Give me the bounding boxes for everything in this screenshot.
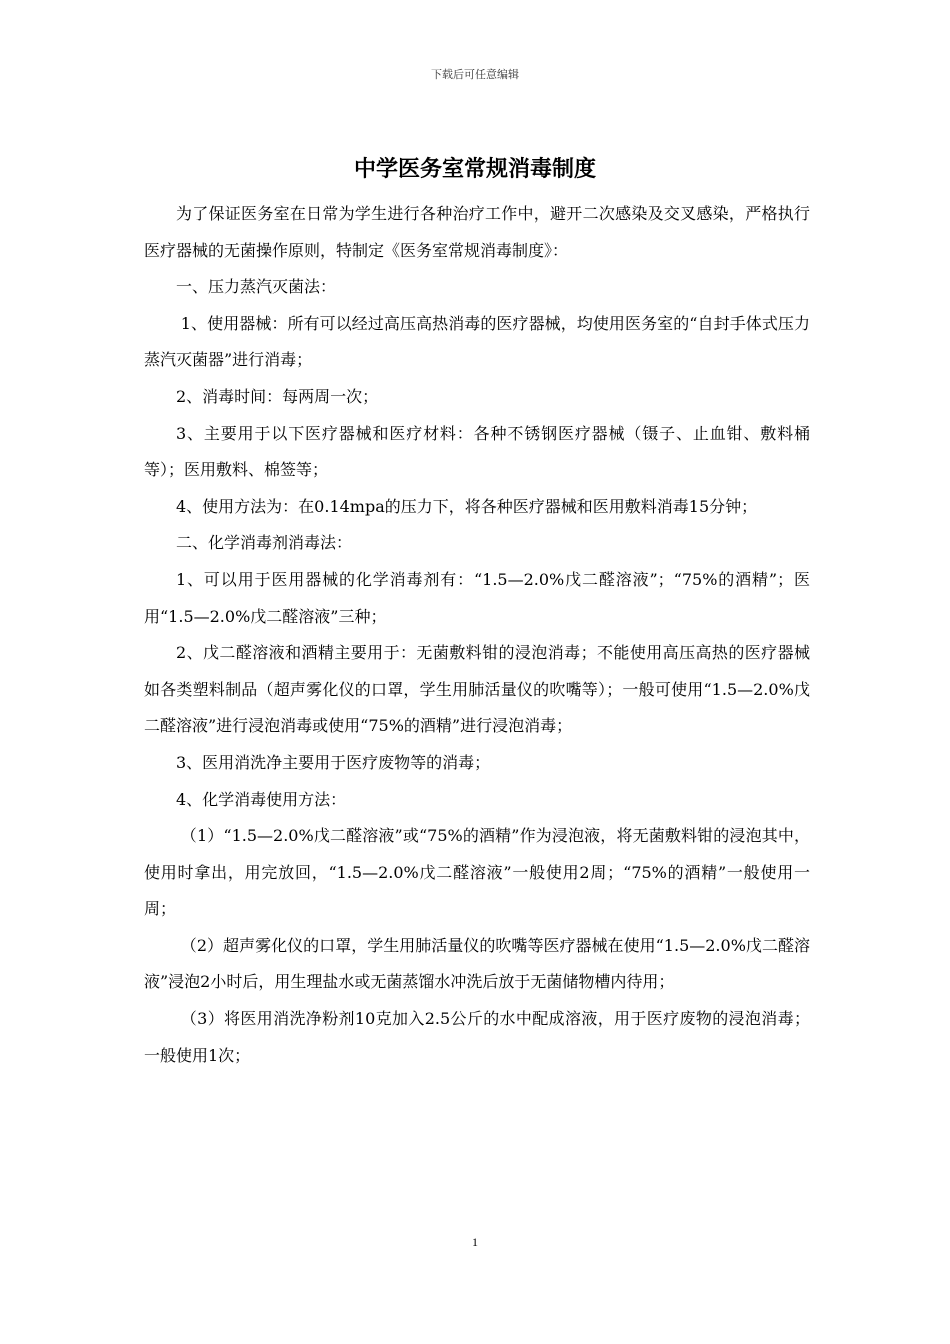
- section-heading-chemical: 二、化学消毒剂消毒法：: [176, 533, 353, 553]
- list-item: 4、使用方法为：在0.14mpa的压力下，将各种医疗器械和医用敷料消毒15分钟；: [176, 496, 758, 516]
- intro-paragraph: 为了保证医务室在日常为学生进行各种治疗工作中，避开二次感染及交叉感染，严格执行医疗器械的无菌操作原则，特制定《医务室常规消毒制度》：: [144, 204, 810, 260]
- list-item: 1、可以用于医用器械的化学消毒剂有：“1.5—2.0%戊二醛溶液”；“75%的酒精”；医用“1.5—2.0%戊二醛溶液”三种；: [144, 569, 810, 626]
- sub-list-item: （1）“1.5—2.0%戊二醛溶液”或“75%的酒精”作为浸泡液，将无菌敷料钳的浸泡其中，使用时拿出，用完放回，“1.5—2.0%戊二醛溶液”一般使用2周；“75%的酒精”一般使用一周；: [144, 826, 810, 919]
- list-item: 2、消毒时间：每两周一次；: [176, 386, 379, 406]
- list-item: 2、戊二醛溶液和酒精主要用于：无菌敷料钳的浸泡消毒；不能使用高压高热的医疗器械如各类塑料制品（超声雾化仪的口罩，学生用肺活量仪的吹嘴等）；一般可使用“1.5—2.0%戊二醛溶液”进行浸泡消毒或使用“75%的酒精”进行浸泡消毒；: [144, 643, 810, 736]
- page-number: 1: [472, 1235, 478, 1249]
- list-item: 3、医用消洗净主要用于医疗废物等的消毒；: [176, 752, 491, 772]
- document-body: [144, 196, 810, 1074]
- list-item: 4、化学消毒使用方法：: [176, 789, 347, 809]
- section-heading-pressure-steam: 一、压力蒸汽灭菌法：: [176, 277, 337, 297]
- page-header-note: 下载后可任意编辑: [431, 68, 519, 81]
- sub-list-item: （3）将医用消洗净粉剂10克加入2.5公斤的水中配成溶液，用于医疗废物的浸泡消毒；一般使用1次；: [144, 1009, 810, 1065]
- list-item: 1、使用器械：所有可以经过高压高热消毒的医疗器械，均使用医务室的“自封手体式压力蒸汽灭菌器”进行消毒；: [144, 313, 810, 370]
- list-item: 3、主要用于以下医疗器械和医疗材料：各种不锈钢医疗器械（镊子、止血钳、敷料桶等）；医用敷料、棉签等；: [144, 423, 810, 480]
- document-title: 中学医务室常规消毒制度: [353, 157, 596, 182]
- sub-list-item: （2）超声雾化仪的口罩，学生用肺活量仪的吹嘴等医疗器械在使用“1.5—2.0%戊二醛溶液”浸泡2小时后，用生理盐水或无菌蒸馏水冲洗后放于无菌储物槽内待用；: [144, 935, 810, 992]
